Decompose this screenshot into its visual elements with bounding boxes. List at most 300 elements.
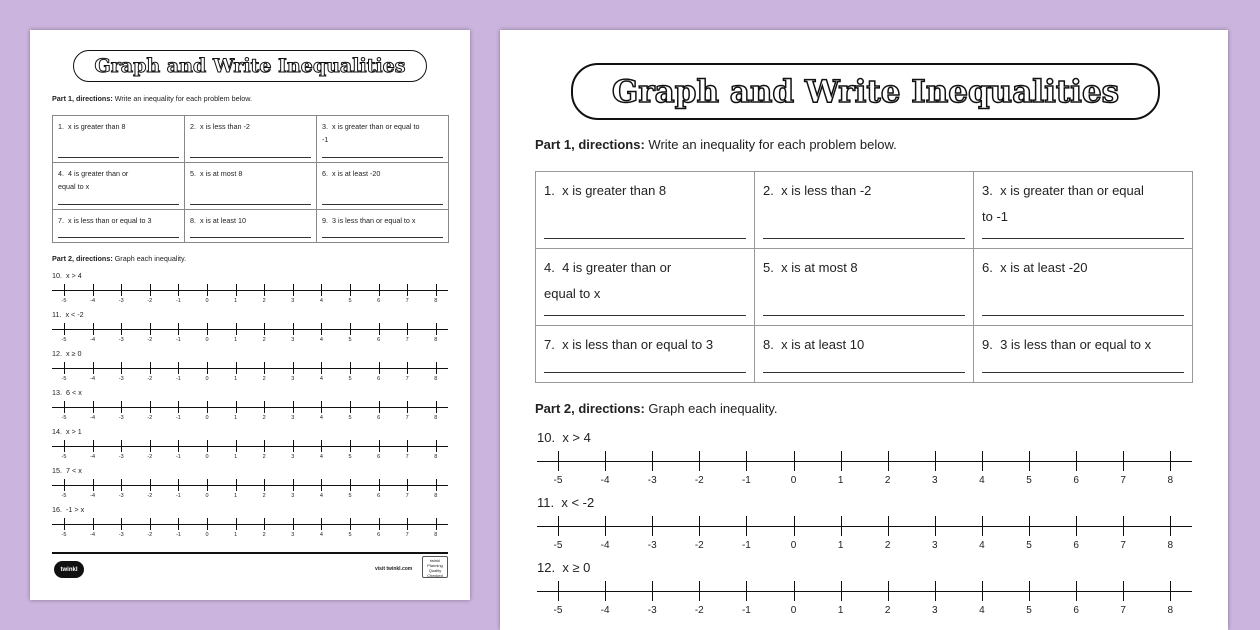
tick-label: 7 — [405, 337, 409, 343]
tick-mark — [93, 518, 94, 530]
tick-mark — [150, 401, 151, 413]
tick-label: -3 — [118, 376, 124, 382]
problem-label: 16. -1 > x — [52, 505, 85, 514]
tick-mark — [293, 479, 294, 491]
tick-label: 5 — [348, 337, 352, 343]
tick-label: 2 — [262, 415, 266, 421]
tick-mark — [207, 401, 208, 413]
tick-label: 6 — [377, 298, 381, 304]
problem-cell: 3. x is greater than or equal to -1 — [974, 172, 1193, 249]
problem-cell: 6. x is at least -20 — [974, 249, 1193, 326]
tick-label: 6 — [377, 337, 381, 343]
tick-mark — [264, 401, 265, 413]
tick-mark — [93, 323, 94, 335]
tick-label: 8 — [434, 298, 438, 304]
part2-text: Graph each inequality. — [112, 254, 187, 263]
problem-cell: 3. x is greater than or equal to -1 — [317, 116, 449, 163]
tick-mark — [436, 284, 437, 296]
answer-line[interactable] — [322, 204, 443, 205]
problem-cell: 7. x is less than or equal to 3 — [53, 210, 185, 243]
tick-label: 8 — [434, 337, 438, 343]
tick-mark — [121, 479, 122, 491]
tick-mark — [379, 401, 380, 413]
tick-mark — [321, 323, 322, 335]
tick-label: 2 — [262, 298, 266, 304]
tick-label: 4 — [979, 540, 985, 551]
tick-mark — [121, 401, 122, 413]
tick-label: 5 — [1026, 605, 1032, 616]
tick-mark — [379, 284, 380, 296]
problem-label: 11. x < -2 — [537, 495, 595, 510]
problem-label: 13. 6 < x — [52, 388, 82, 397]
problem-cell: 8. x is at least 10 — [185, 210, 317, 243]
tick-mark — [236, 518, 237, 530]
tick-mark — [350, 440, 351, 452]
tick-mark — [652, 581, 653, 601]
tick-label: 6 — [377, 493, 381, 499]
tick-mark — [178, 284, 179, 296]
answer-line[interactable] — [982, 315, 1184, 316]
tick-mark — [935, 516, 936, 536]
tick-label: -4 — [90, 454, 96, 460]
tick-mark — [178, 401, 179, 413]
tick-mark — [178, 518, 179, 530]
answer-line[interactable] — [763, 315, 965, 316]
tick-mark — [558, 516, 559, 536]
problem-cell: 7. x is less than or equal to 3 — [536, 326, 755, 383]
tick-label: 2 — [884, 540, 891, 551]
tick-label: -4 — [90, 376, 96, 382]
tick-label: -4 — [600, 540, 610, 551]
tick-label: -1 — [175, 415, 181, 421]
number-line-axis — [537, 526, 1192, 527]
number-line[interactable] — [52, 284, 448, 304]
title-banner — [73, 50, 427, 82]
answer-line[interactable] — [58, 204, 179, 205]
tick-mark — [321, 362, 322, 374]
tick-mark — [699, 581, 700, 601]
tick-label: -5 — [61, 298, 67, 304]
tick-mark — [379, 518, 380, 530]
problem-cell: 6. x is at least -20 — [317, 163, 449, 210]
problem-cell: 5. x is at most 8 — [185, 163, 317, 210]
tick-label: 3 — [291, 298, 295, 304]
problem-cell: 9. 3 is less than or equal to x — [317, 210, 449, 243]
tick-mark — [1076, 516, 1077, 536]
tick-label: 5 — [348, 532, 352, 538]
tick-mark — [236, 362, 237, 374]
number-line[interactable] — [537, 581, 1192, 616]
tick-label: -1 — [175, 298, 181, 304]
tick-label: 2 — [262, 376, 266, 382]
tick-label: 1 — [234, 298, 238, 304]
tick-label: -3 — [118, 532, 124, 538]
tick-mark — [321, 518, 322, 530]
tick-label: -3 — [118, 298, 124, 304]
tick-label: -5 — [61, 454, 67, 460]
tick-mark — [121, 518, 122, 530]
tick-mark — [935, 581, 936, 601]
part2-label: Part 2, directions: — [52, 254, 113, 263]
tick-mark — [178, 479, 179, 491]
tick-mark — [264, 440, 265, 452]
tick-mark — [794, 516, 795, 536]
tick-mark — [93, 440, 94, 452]
part1-directions — [535, 137, 897, 152]
tick-label: 0 — [790, 475, 797, 486]
number-line[interactable] — [52, 401, 448, 421]
tick-mark — [652, 451, 653, 471]
tick-label: 6 — [377, 415, 381, 421]
tick-mark — [379, 479, 380, 491]
tick-mark — [982, 581, 983, 601]
problem-label: 10. x > 4 — [537, 430, 591, 445]
tick-label: 5 — [348, 298, 352, 304]
tick-label: 8 — [434, 493, 438, 499]
tick-label: 3 — [291, 415, 295, 421]
tick-label: 3 — [932, 605, 938, 616]
tick-label: 0 — [205, 415, 209, 421]
tick-mark — [121, 284, 122, 296]
number-line[interactable] — [537, 516, 1192, 551]
tick-mark — [794, 451, 795, 471]
number-line-axis — [52, 524, 448, 525]
number-line[interactable] — [537, 451, 1192, 486]
tick-label: -1 — [175, 532, 181, 538]
tick-mark — [236, 284, 237, 296]
tick-mark — [321, 479, 322, 491]
tick-label: -3 — [118, 337, 124, 343]
tick-mark — [93, 479, 94, 491]
part1-directions — [52, 94, 252, 103]
tick-mark — [407, 440, 408, 452]
tick-label: 2 — [262, 337, 266, 343]
tick-mark — [1076, 451, 1077, 471]
tick-mark — [605, 516, 606, 536]
tick-label: 6 — [377, 376, 381, 382]
worksheet-page-zoomed — [500, 30, 1228, 630]
tick-label: -1 — [175, 337, 181, 343]
tick-label: -4 — [90, 493, 96, 499]
tick-mark — [746, 451, 747, 471]
tick-label: 7 — [405, 376, 409, 382]
twinkl-logo: twinkl — [54, 561, 84, 578]
tick-mark — [207, 440, 208, 452]
tick-label: -2 — [147, 376, 153, 382]
tick-mark — [64, 362, 65, 374]
answer-line[interactable] — [190, 237, 311, 238]
answer-line[interactable] — [982, 238, 1184, 239]
tick-mark — [350, 362, 351, 374]
tick-mark — [558, 451, 559, 471]
tick-mark — [407, 401, 408, 413]
tick-mark — [841, 516, 842, 536]
tick-label: 0 — [205, 337, 209, 343]
number-line-axis — [52, 329, 448, 330]
tick-label: 6 — [1073, 475, 1079, 486]
tick-mark — [264, 323, 265, 335]
problem-cell: 1. x is greater than 8 — [536, 172, 755, 249]
tick-mark — [407, 323, 408, 335]
answer-line[interactable] — [982, 372, 1184, 373]
tick-mark — [321, 284, 322, 296]
answer-line[interactable] — [58, 237, 179, 238]
tick-label: -1 — [741, 605, 751, 616]
tick-mark — [207, 362, 208, 374]
tick-mark — [407, 362, 408, 374]
tick-label: 2 — [884, 605, 891, 616]
tick-label: -2 — [147, 493, 153, 499]
tick-label: -4 — [600, 605, 610, 616]
tick-label: 0 — [205, 298, 209, 304]
tick-label: 0 — [205, 532, 209, 538]
tick-label: 2 — [262, 493, 266, 499]
tick-mark — [64, 440, 65, 452]
tick-label: -5 — [61, 532, 67, 538]
tick-mark — [350, 518, 351, 530]
tick-mark — [350, 401, 351, 413]
tick-mark — [1170, 581, 1171, 601]
tick-mark — [379, 440, 380, 452]
tick-label: 0 — [205, 493, 209, 499]
tick-label: 4 — [319, 415, 323, 421]
answer-line[interactable] — [544, 315, 746, 316]
tick-label: 5 — [348, 454, 352, 460]
tick-mark — [121, 440, 122, 452]
tick-label: 1 — [234, 376, 238, 382]
tick-label: 8 — [1167, 540, 1174, 551]
title-banner — [571, 63, 1160, 120]
problem-label: 14. x > 1 — [52, 427, 82, 436]
worksheet-title: Graph and Write Inequalities — [611, 73, 1120, 110]
answer-line[interactable] — [322, 157, 443, 158]
answer-line[interactable] — [763, 372, 965, 373]
tick-mark — [379, 323, 380, 335]
problem-cell: 8. x is at least 10 — [755, 326, 974, 383]
tick-mark — [558, 581, 559, 601]
problem-cell: 5. x is at most 8 — [755, 249, 974, 326]
number-line[interactable] — [52, 323, 448, 343]
tick-label: 6 — [377, 532, 381, 538]
tick-mark — [178, 323, 179, 335]
tick-label: 8 — [1167, 475, 1174, 486]
tick-mark — [746, 581, 747, 601]
answer-line[interactable] — [763, 238, 965, 239]
tick-mark — [150, 440, 151, 452]
tick-mark — [1029, 516, 1030, 536]
tick-mark — [321, 401, 322, 413]
number-line[interactable] — [52, 479, 448, 499]
tick-label: 1 — [837, 605, 844, 616]
number-line-axis — [52, 485, 448, 486]
part1-table — [535, 171, 1193, 383]
tick-label: -4 — [90, 337, 96, 343]
tick-mark — [93, 284, 94, 296]
tick-mark — [350, 479, 351, 491]
tick-label: 2 — [262, 454, 266, 460]
tick-mark — [150, 323, 151, 335]
tick-mark — [794, 581, 795, 601]
number-line[interactable] — [52, 440, 448, 460]
tick-mark — [1170, 516, 1171, 536]
answer-line[interactable] — [544, 238, 746, 239]
tick-mark — [407, 518, 408, 530]
part2-directions — [535, 401, 778, 416]
tick-label: -2 — [147, 415, 153, 421]
tick-label: -1 — [741, 475, 751, 486]
tick-mark — [207, 284, 208, 296]
tick-mark — [1123, 451, 1124, 471]
tick-label: 1 — [234, 415, 238, 421]
tick-mark — [150, 284, 151, 296]
tick-label: -1 — [175, 376, 181, 382]
tick-mark — [93, 401, 94, 413]
part1-label: Part 1, directions: — [535, 137, 645, 152]
tick-mark — [64, 284, 65, 296]
tick-label: 4 — [979, 605, 985, 616]
tick-label: -2 — [147, 337, 153, 343]
number-line[interactable] — [52, 362, 448, 382]
problem-cell: 2. x is less than -2 — [185, 116, 317, 163]
answer-line[interactable] — [190, 157, 311, 158]
tick-label: 5 — [348, 376, 352, 382]
tick-label: -5 — [61, 493, 67, 499]
quality-badge: twinkl Planning Quality Checked — [422, 556, 448, 578]
problem-label: 12. x ≥ 0 — [537, 560, 591, 575]
worksheet-title: Graph and Write Inequalities — [94, 55, 406, 77]
tick-label: -2 — [694, 475, 704, 486]
tick-mark — [207, 518, 208, 530]
tick-mark — [64, 518, 65, 530]
tick-mark — [652, 516, 653, 536]
tick-label: -2 — [147, 298, 153, 304]
tick-label: 1 — [837, 540, 844, 551]
tick-mark — [436, 440, 437, 452]
answer-line[interactable] — [58, 157, 179, 158]
tick-mark — [1076, 581, 1077, 601]
tick-mark — [236, 401, 237, 413]
tick-mark — [178, 362, 179, 374]
tick-mark — [236, 440, 237, 452]
tick-label: 2 — [884, 475, 891, 486]
tick-mark — [1123, 516, 1124, 536]
tick-label: 1 — [234, 493, 238, 499]
tick-label: 0 — [205, 376, 209, 382]
tick-label: 1 — [837, 475, 844, 486]
tick-label: -1 — [175, 493, 181, 499]
tick-label: -3 — [118, 454, 124, 460]
tick-label: -2 — [147, 532, 153, 538]
answer-line[interactable] — [190, 204, 311, 205]
footer-link[interactable]: visit twinkl.com — [375, 566, 413, 572]
tick-mark — [207, 323, 208, 335]
tick-label: 3 — [932, 475, 938, 486]
tick-mark — [321, 440, 322, 452]
tick-mark — [841, 451, 842, 471]
tick-mark — [407, 479, 408, 491]
tick-mark — [264, 518, 265, 530]
tick-mark — [436, 323, 437, 335]
tick-label: 8 — [434, 376, 438, 382]
number-line[interactable] — [52, 518, 448, 538]
tick-label: 4 — [979, 475, 985, 486]
answer-line[interactable] — [322, 237, 443, 238]
problem-cell: 4. 4 is greater than or equal to x — [53, 163, 185, 210]
tick-mark — [1029, 581, 1030, 601]
worksheet-page-thumbnail — [30, 30, 470, 600]
tick-mark — [64, 479, 65, 491]
tick-mark — [150, 518, 151, 530]
tick-label: 8 — [434, 532, 438, 538]
part1-text: Write an inequality for each problem below. — [112, 94, 253, 103]
tick-label: -5 — [553, 540, 563, 551]
tick-mark — [436, 401, 437, 413]
tick-mark — [407, 284, 408, 296]
problem-label: 12. x ≥ 0 — [52, 349, 82, 358]
tick-label: -2 — [147, 454, 153, 460]
tick-label: 6 — [1073, 605, 1079, 616]
tick-mark — [888, 581, 889, 601]
tick-mark — [293, 323, 294, 335]
tick-label: 0 — [790, 540, 797, 551]
tick-label: 7 — [405, 454, 409, 460]
number-line-axis — [537, 461, 1192, 462]
problem-label: 11. x < -2 — [52, 310, 84, 319]
tick-mark — [350, 284, 351, 296]
answer-line[interactable] — [544, 372, 746, 373]
tick-mark — [699, 516, 700, 536]
part1-label: Part 1, directions: — [52, 94, 113, 103]
tick-mark — [1170, 451, 1171, 471]
tick-label: 4 — [319, 454, 323, 460]
tick-mark — [699, 451, 700, 471]
tick-label: -3 — [647, 540, 657, 551]
tick-mark — [888, 516, 889, 536]
tick-label: 7 — [1120, 540, 1126, 551]
tick-mark — [935, 451, 936, 471]
tick-label: 7 — [1120, 475, 1126, 486]
tick-mark — [379, 362, 380, 374]
tick-mark — [150, 362, 151, 374]
tick-mark — [293, 284, 294, 296]
tick-label: 3 — [291, 337, 295, 343]
tick-label: 2 — [262, 532, 266, 538]
tick-label: -4 — [90, 415, 96, 421]
tick-label: 8 — [434, 415, 438, 421]
tick-mark — [293, 518, 294, 530]
tick-mark — [293, 362, 294, 374]
tick-mark — [436, 518, 437, 530]
tick-mark — [293, 440, 294, 452]
tick-label: 4 — [319, 337, 323, 343]
tick-label: 5 — [348, 493, 352, 499]
tick-mark — [293, 401, 294, 413]
tick-label: -2 — [694, 540, 704, 551]
tick-label: -4 — [90, 298, 96, 304]
tick-label: 6 — [1073, 540, 1079, 551]
tick-mark — [982, 516, 983, 536]
tick-mark — [93, 362, 94, 374]
tick-mark — [264, 479, 265, 491]
tick-label: -4 — [90, 532, 96, 538]
tick-mark — [888, 451, 889, 471]
problem-cell: 2. x is less than -2 — [755, 172, 974, 249]
footer-divider — [52, 552, 448, 554]
tick-label: -5 — [61, 415, 67, 421]
tick-label: -5 — [61, 376, 67, 382]
tick-label: -3 — [647, 475, 657, 486]
tick-label: 7 — [405, 532, 409, 538]
